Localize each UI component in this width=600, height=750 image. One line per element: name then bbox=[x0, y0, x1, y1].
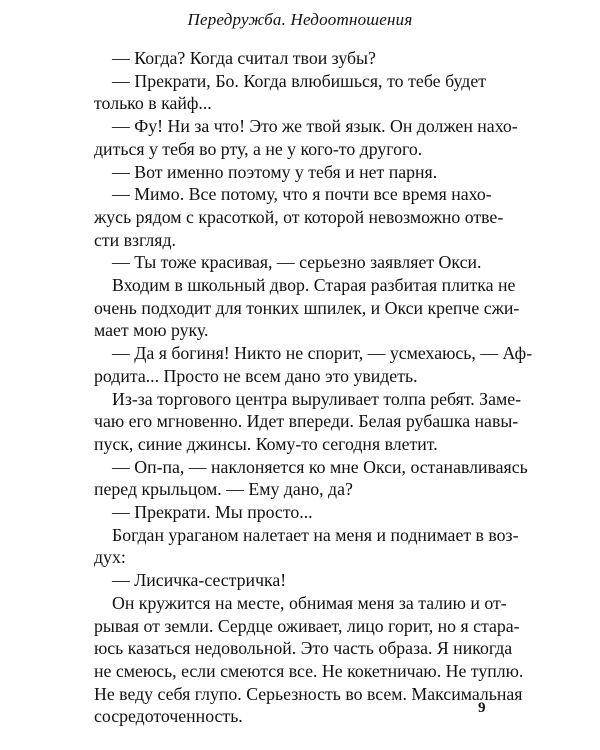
text-line: сосредоточенность. bbox=[94, 706, 243, 727]
text-line: рывая от земли. Сердце оживает, лицо горит, но я стара- bbox=[94, 615, 520, 636]
text-line: родита... Просто не всем дано это увидеть. bbox=[94, 365, 418, 386]
running-title: Передружба. Недоотношения bbox=[187, 10, 413, 29]
page-number: 9 bbox=[478, 700, 486, 716]
text-line: — Вот именно поэтому у тебя и нет парня. bbox=[112, 161, 438, 182]
text-line: — Фу! Ни за что! Это же твой язык. Он должен нахо- bbox=[112, 116, 518, 137]
text-line: Входим в школьный двор. Старая разбитая плитка не bbox=[112, 275, 516, 296]
text-line: Не веду себя глупо. Серьезность во всем. Максимальная bbox=[94, 683, 523, 704]
text-line: пуск, синие джинсы. Кому-то сегодня влетит. bbox=[94, 433, 438, 454]
text-line: сти взгляд. bbox=[94, 229, 176, 250]
text-line: чаю его мгновенно. Идет впереди. Белая рубашка навы- bbox=[94, 411, 519, 432]
text-line: — Ты тоже красивая, — серьезно заявляет Окси. bbox=[112, 252, 482, 273]
text-line: — Да я богиня! Никто не спорит, — усмехаюсь, — Аф- bbox=[112, 343, 533, 364]
text-line: — Оп-па, — наклоняется ко мне Окси, останавливаясь bbox=[112, 456, 528, 477]
text-line: — Прекрати. Мы просто... bbox=[112, 502, 313, 523]
text-line: — Прекрати, Бо. Когда влюбишься, то тебе будет bbox=[112, 70, 486, 91]
text-line: Он кружится на месте, обнимая меня за талию и от- bbox=[112, 592, 507, 613]
text-line: — Лисичка-сестричка! bbox=[112, 570, 287, 591]
text-line: очень подходит для тонких шпилек, и Окси крепче сжи- bbox=[94, 297, 520, 318]
text-line: — Когда? Когда считал твои зубы? bbox=[112, 48, 376, 68]
text-line: — Мимо. Все потому, что я почти все время нахо- bbox=[112, 184, 492, 205]
text-line: перед крыльцом. — Ему дано, да? bbox=[94, 479, 353, 500]
text-line: дух: bbox=[94, 547, 126, 568]
body-text bbox=[94, 47, 533, 728]
text-line: мает мою руку. bbox=[94, 320, 209, 341]
text-line: только в кайф... bbox=[94, 93, 212, 114]
text-line: Из-за торгового центра выруливает толпа ребят. Заме- bbox=[112, 388, 522, 409]
text-line: жусь рядом с красоткой, от которой невозможно отве- bbox=[94, 206, 504, 227]
text-line: диться у тебя во рту, а не у кого-то другого. bbox=[94, 138, 423, 159]
text-line: Богдан ураганом налетает на меня и поднимает в воз- bbox=[112, 524, 519, 545]
text-line: юсь казаться недовольной. Это часть образа. Я никогда bbox=[94, 638, 513, 659]
text-line: не смеюсь, если смеются все. Не кокетничаю. Не туплю. bbox=[94, 660, 524, 681]
